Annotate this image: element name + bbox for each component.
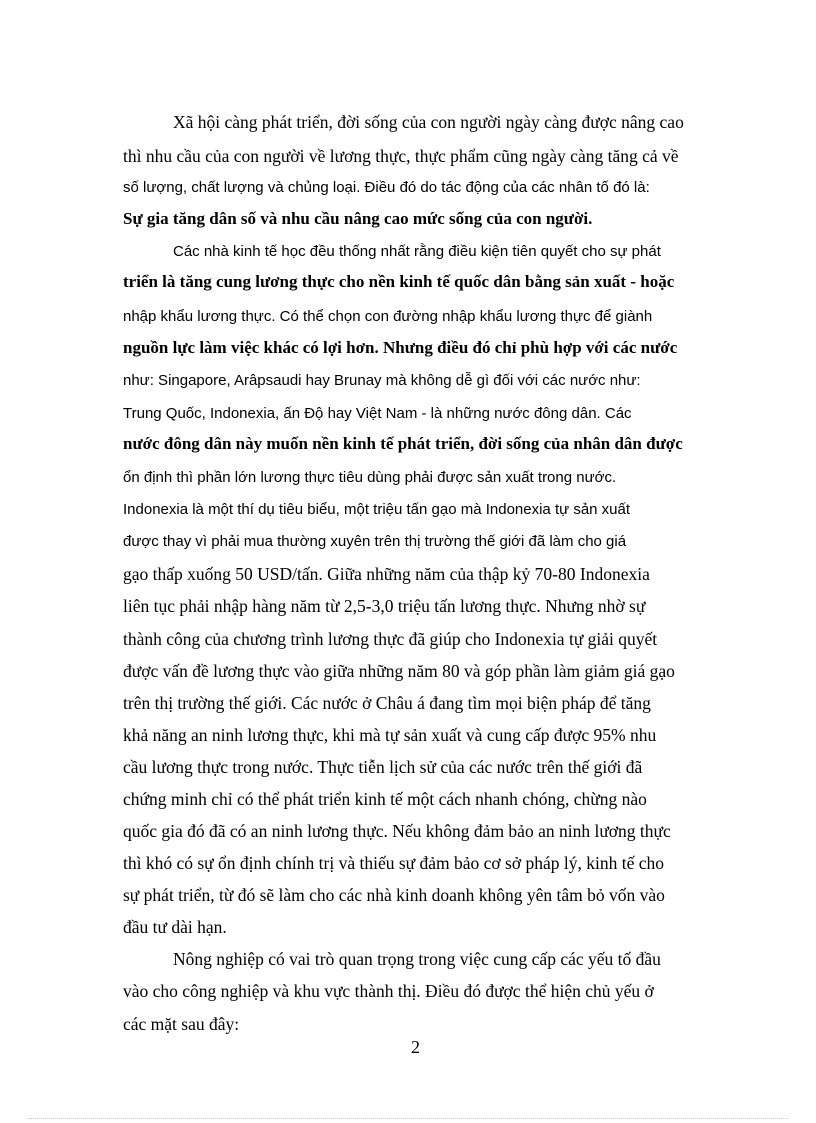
paragraph-2-line-22: đầu tư dài hạn. xyxy=(123,917,227,937)
paragraph-2-line-7: nước đông dân này muốn nền kinh tế phát triển, đời sống của nhân dân được xyxy=(123,434,683,453)
paragraph-3-line-3: các mặt sau đây: xyxy=(123,1014,240,1034)
paragraph-2-line-13: thành công của chương trình lương thực đã giúp cho Indonexia tự giải quyết xyxy=(123,629,658,649)
paragraph-2-line-19: quốc gia đó đã có an ninh lương thực. Nếu không đảm bảo an ninh lương thực xyxy=(123,821,671,841)
page-bottom-divider xyxy=(28,1118,788,1119)
paragraph-3-line-2: vào cho công nghiệp và khu vực thành thị. Điều đó được thể hiện chủ yếu ở xyxy=(123,981,654,1001)
paragraph-2-line-1: Các nhà kinh tế học đều thống nhất rằng điều kiện tiên quyết cho sự phát xyxy=(173,243,661,260)
paragraph-2-line-14: được vấn đề lương thực vào giữa những năm 80 và góp phần làm giảm giá gạo xyxy=(123,661,675,681)
paragraph-1-line-3: số lượng, chất lượng và chủng loại. Điều đó do tác động của các nhân tố đó là: xyxy=(123,179,650,196)
paragraph-2-line-12: liên tục phải nhập hàng năm từ 2,5-3,0 triệu tấn lương thực. Nhưng nhờ sự xyxy=(123,596,646,616)
paragraph-2-line-5: như: Singapore, Arâpsaudi hay Brunay mà không dễ gì đối với các nước như: xyxy=(123,372,641,389)
paragraph-2-line-17: cầu lương thực trong nước. Thực tiễn lịch sử của các nước trên thế giới đã xyxy=(123,757,643,777)
paragraph-2-line-20: thì khó có sự ổn định chính trị và thiếu sự đảm bảo cơ sở pháp lý, kinh tế cho xyxy=(123,853,665,873)
paragraph-2-line-8: ổn định thì phần lớn lương thực tiêu dùng phải được sản xuất trong nước. xyxy=(123,469,617,486)
paragraph-1-line-1: Xã hội càng phát triển, đời sống của con người ngày càng được nâng cao xyxy=(173,112,684,132)
paragraph-2-line-4: nguồn lực làm việc khác có lợi hơn. Nhưng điều đó chỉ phù hợp với các nước xyxy=(123,338,678,357)
paragraph-1-line-2: thì nhu cầu của con người về lương thực, thực phẩm cũng ngày càng tăng cả về xyxy=(123,146,679,166)
paragraph-3-line-1: Nông nghiệp có vai trò quan trọng trong việc cung cấp các yếu tố đầu xyxy=(173,949,661,969)
paragraph-2-line-21: sự phát triển, từ đó sẽ làm cho các nhà kinh doanh không yên tâm bỏ vốn vào xyxy=(123,885,665,905)
paragraph-1-line-4: Sự gia tăng dân số và nhu cầu nâng cao mức sống của con người. xyxy=(123,209,593,228)
paragraph-2-line-18: chứng minh chỉ có thể phát triển kinh tế một cách nhanh chóng, chừng nào xyxy=(123,789,647,809)
page-number: 2 xyxy=(411,1037,420,1057)
paragraph-2-line-11: gạo thấp xuống 50 USD/tấn. Giữa những năm của thập kỷ 70-80 Indonexia xyxy=(123,564,650,584)
paragraph-2-line-15: trên thị trường thế giới. Các nước ở Châu á đang tìm mọi biện pháp để tăng xyxy=(123,693,651,713)
paragraph-2-line-2: triển là tăng cung lương thực cho nền kinh tế quốc dân bằng sản xuất - hoặc xyxy=(123,272,675,291)
paragraph-2-line-6: Trung Quốc, Indonexia, ấn Độ hay Việt Nam - là những nước đông dân. Các xyxy=(123,405,632,422)
paragraph-2-line-10: được thay vì phải mua thường xuyên trên thị trường thế giới đã làm cho giá xyxy=(123,533,627,550)
paragraph-2-line-9: Indonexia là một thí dụ tiêu biểu, một triệu tấn gạo mà Indonexia tự sản xuất xyxy=(123,501,631,518)
paragraph-2-line-3: nhập khẩu lương thực. Có thể chọn con đường nhập khẩu lương thực để giành xyxy=(123,308,653,325)
paragraph-2-line-16: khả năng an ninh lương thực, khi mà tự sản xuất và cung cấp được 95% nhu xyxy=(123,725,657,745)
